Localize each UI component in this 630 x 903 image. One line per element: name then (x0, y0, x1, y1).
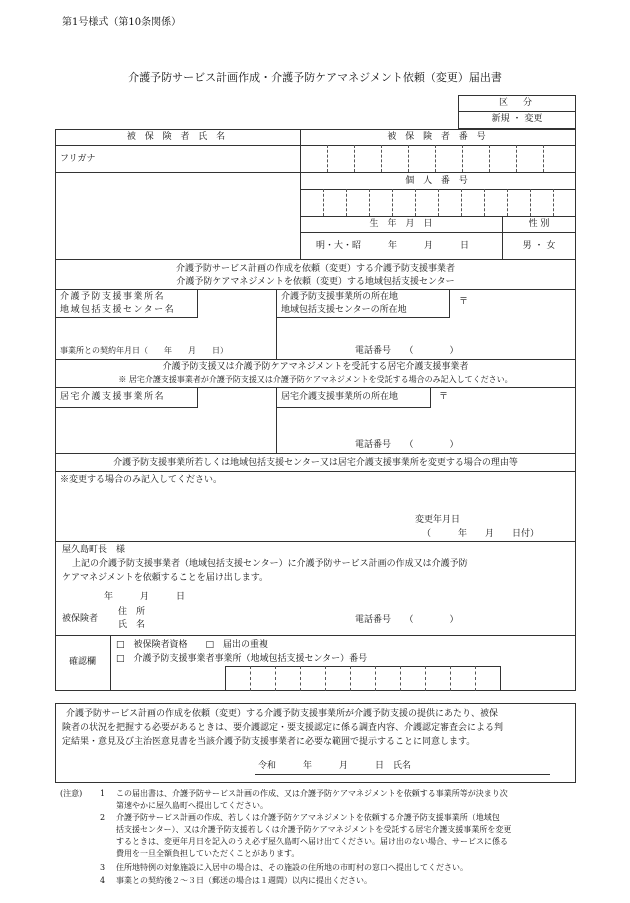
section2-heading: 介護予防支援又は介護予防ケアマネジメントを受託する居宅介護支援事業者 (162, 362, 469, 372)
section2-name-label: 居宅介護支援事業所名 (60, 392, 166, 402)
insured-number-header: 被 保 険 者 番 号 (387, 132, 489, 142)
furigana-label: フリガナ (60, 154, 96, 164)
office-number-field[interactable] (225, 666, 501, 691)
note-3: 住所地特例の対象施設に入居中の場合は、その施設の住所地の市町村の窓口へ提出してください。 (116, 863, 468, 872)
kubun-label: 区 分 (498, 98, 535, 108)
confirm-line-1[interactable]: □ 被保険者資格 □ 届出の重複 (116, 640, 269, 650)
kojin-number-header: 個 人 番 号 (405, 176, 471, 186)
change-date-label: 変更年月日 (415, 515, 461, 525)
section3-heading: 介護予防支援事業所若しくは地域包括支援センター又は居宅介護支援事業所を変更する場合の理由等 (113, 458, 518, 468)
confirm-line-2[interactable]: □ 介護予防支援事業者事業所（地域包括支援センター）番号 (116, 654, 368, 664)
note-1a: この届出書は、介護予防サービス計画の作成、又は介護予防ケアマネジメントを依頼する事業所等が決まり次 (116, 789, 508, 798)
contract-date[interactable]: 事業所との契約年月日（ 年 月 日） (60, 346, 228, 355)
notes-head: (注意) (60, 789, 83, 798)
section1-heading-1: 介護予防サービス計画の作成を依頼（変更）する介護予防支援事業者 (175, 264, 455, 274)
note-4-no: 4 (100, 876, 106, 885)
section1-postal-mark: 〒 (459, 297, 469, 307)
insured-name-header: 被 保 険 者 氏 名 (126, 132, 229, 142)
section1-name-label-2: 地域包括支援センター名 (60, 305, 176, 315)
section2-note: ※ 居宅介護支援事業者が介護予防支援又は介護予防ケアマネジメントを受託する場合のみ記入してください。 (118, 375, 513, 384)
change-date-value[interactable]: （ 年 月 日付） (422, 529, 540, 539)
note-2-no: 2 (100, 813, 106, 822)
consent-line-2: 険者の状況を把握する必要があるときは、要介護認定・要支援認定に係る調査内容、介護認定審査会による判 (62, 723, 504, 733)
note-1b: 第速やかに屋久島町へ提出してください。 (116, 801, 268, 810)
kojin-number-field[interactable] (300, 189, 576, 216)
address-label: 住 所 (118, 607, 146, 617)
note-1-no: 1 (100, 789, 106, 798)
name-label: 氏 名 (118, 620, 146, 630)
consent-line-3: 定結果・意見及び主治医意見書を当該介護予防支援事業者に必要な範囲で提示することに同意します。 (62, 737, 476, 747)
insured-name-field[interactable] (60, 173, 296, 258)
confirm-label: 確認欄 (68, 657, 96, 667)
note-3-no: 3 (100, 863, 106, 872)
addressee: 屋久島町長 様 (62, 545, 126, 555)
note-2a: 介護予防サービス計画の作成、若しくは介護予防ケアマネジメントを依頼する介護予防支援事業所（地域包 (116, 813, 500, 822)
sex-header: 性 別 (528, 219, 550, 229)
section2-postal-mark: 〒 (439, 392, 449, 402)
declaration-date[interactable]: 年 月 日 (104, 592, 186, 602)
dob-header: 生 年 月 日 (369, 219, 433, 229)
page-title: 介護予防サービス計画作成・介護予防ケアマネジメント依頼（変更）届出書 (128, 71, 502, 84)
section1-addr-label-1: 介護予防支援事業所の所在地 (281, 292, 399, 302)
section1-heading-2: 介護予防ケアマネジメントを依頼（変更）する地域包括支援センター (176, 277, 455, 287)
note-4: 事業との契約後２～３日（郵送の場合は１週間）以内に提出ください。 (116, 876, 372, 885)
section1-addr-label-2: 地域包括支援センターの所在地 (281, 305, 407, 315)
consent-signature[interactable]: 令和 年 月 日 氏名 (258, 761, 412, 771)
declaration-body-1: 上記の介護予防支援事業者（地域包括支援センター）に介護予防サービス計画の作成又は介護予防 (72, 559, 468, 569)
section2-phone[interactable]: 電話番号 （ ） (355, 440, 459, 450)
section2-addr-label: 居宅介護支援事業所の所在地 (281, 392, 399, 402)
section1-name-label-1: 介護予防支援事業所名 (60, 292, 166, 302)
note-2c: するときは、変更年月日を記入のうえ必ず屋久島町へ届け出てください。届け出のない場合、サービスに係る (116, 837, 508, 846)
insured-label: 被保険者 (62, 614, 99, 624)
sex-field[interactable]: 男 ・ 女 (522, 241, 556, 251)
consent-line-1: 介護予防サービス計画の作成を依頼（変更）する介護予防支援事業所が介護予防支援の提供にあたり、被保 (66, 709, 499, 719)
section1-phone[interactable]: 電話番号 （ ） (355, 346, 459, 356)
declaration-body-2: ケアマネジメントを依頼することを届け出します。 (62, 573, 269, 583)
kubun-value[interactable]: 新規 ・ 変更 (491, 114, 543, 124)
insured-number-field[interactable] (300, 145, 576, 172)
section3-note: ※変更する場合のみ記入してください。 (60, 475, 223, 485)
note-2d: 費用を一旦全額負担していただくことがあります。 (116, 849, 300, 858)
declaration-phone[interactable]: 電話番号 （ ） (355, 615, 459, 625)
note-2b: 括支援センター）、又は介護予防支援若しくは介護予防ケアマネジメントを受託する居宅介護支援事業所を変更 (116, 825, 512, 834)
dob-field[interactable]: 明・大・昭 年 月 日 (316, 241, 470, 251)
form-number: 第1号様式（第10条関係） (62, 17, 182, 28)
